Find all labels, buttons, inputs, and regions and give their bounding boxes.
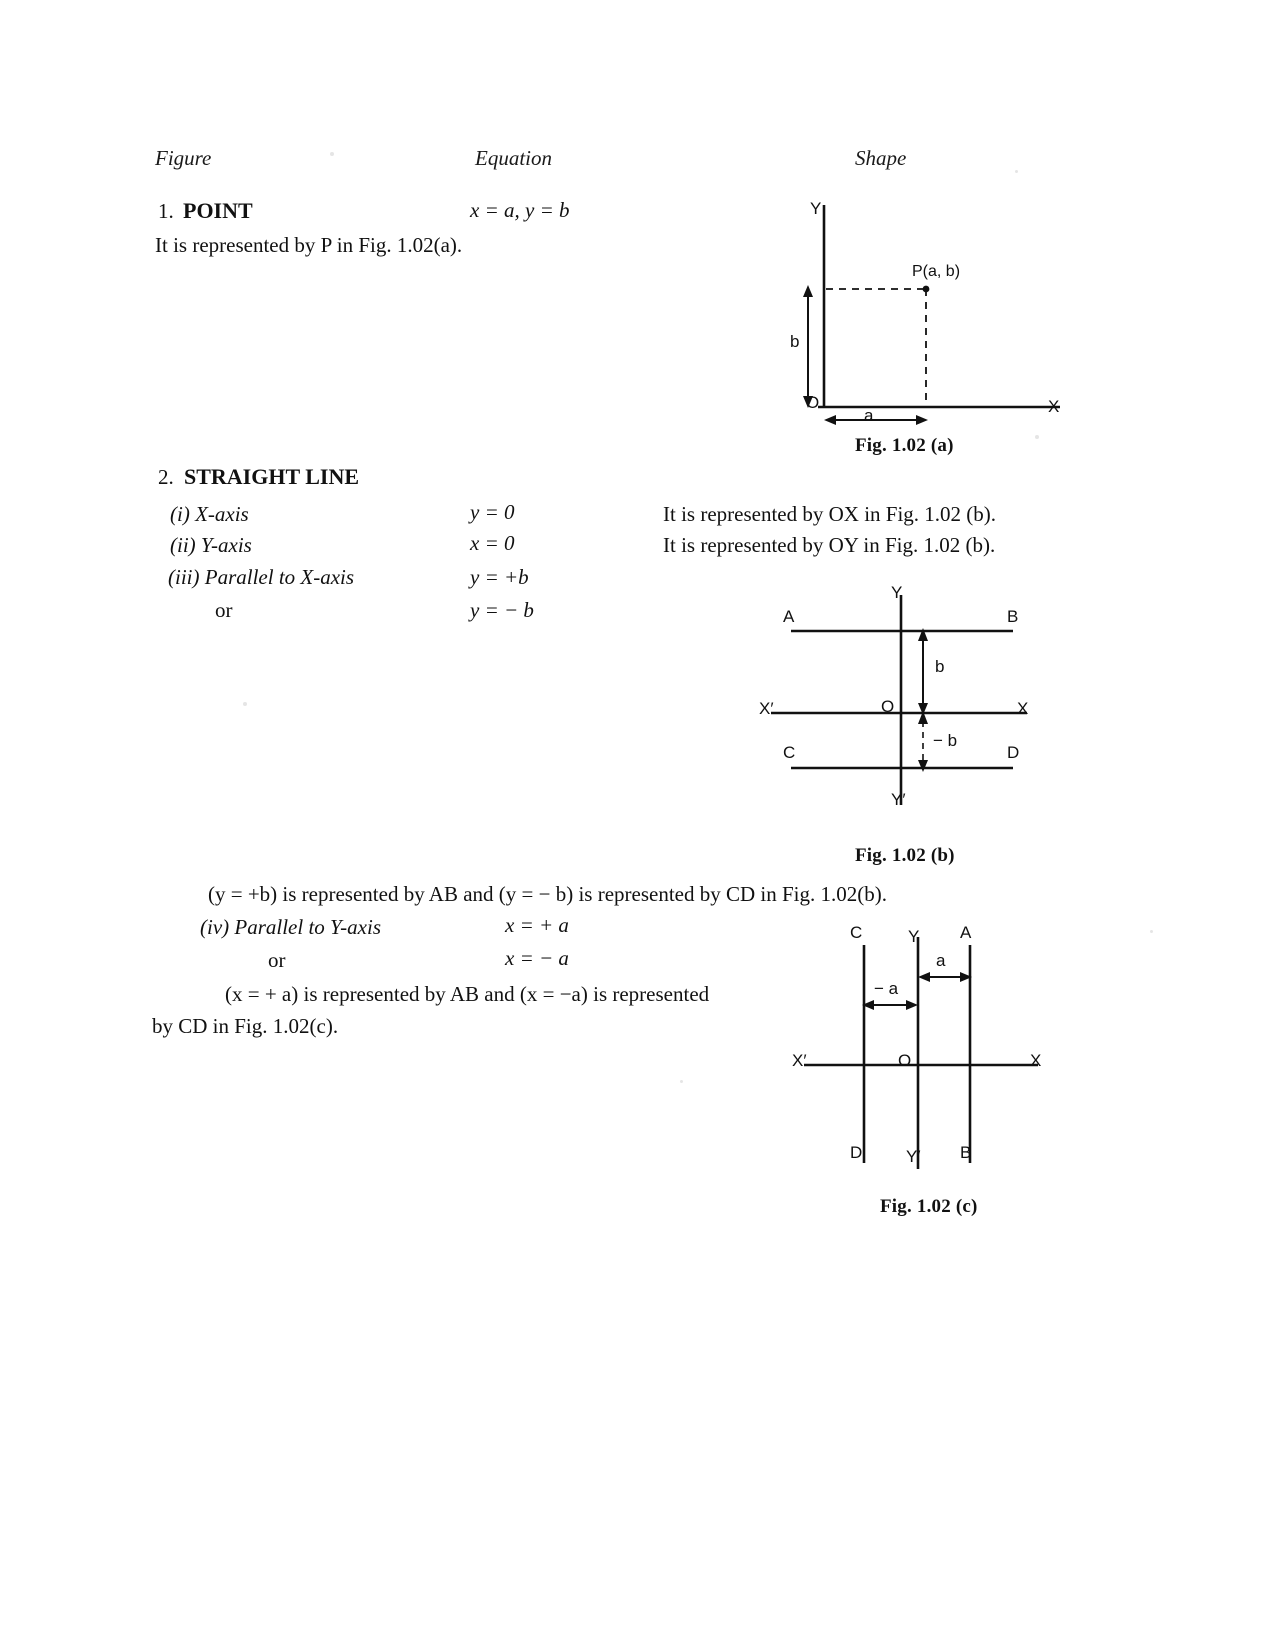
statement-c-line-2: by CD in Fig. 1.02(c). <box>152 1014 339 1038</box>
figure-b-b-label: b <box>935 657 945 676</box>
statement-b: (y = +b) is represented by AB and (y = − b) is represented by CD in Fig. 1.02(b). <box>208 882 888 906</box>
figure-b-point-b-label: B <box>1007 607 1019 626</box>
figure-b-y-label: Y <box>891 583 903 602</box>
section-1-heading <box>158 196 253 226</box>
section-2-row-1-equation: x = 0 <box>470 531 515 555</box>
scan-speck <box>1035 435 1039 439</box>
scan-speck <box>680 1080 683 1083</box>
section-2-row-0-note: It is represented by OX in Fig. 1.02 (b). <box>663 502 997 526</box>
section-1-equation: x = a, y = b <box>470 198 570 222</box>
figure-c-minus-a-label: − a <box>874 979 899 998</box>
section-2-row2-0-equation: x = + a <box>505 913 569 937</box>
section-2-row-0-label: (i) X-axis <box>170 502 249 526</box>
section-2-row2-0-label: (iv) Parallel to Y-axis <box>200 915 381 939</box>
figure-1-02-b-svg <box>755 585 1045 820</box>
figure-b-origin-label: O <box>881 697 895 716</box>
figure-c-x-neg-label: X′ <box>792 1051 807 1070</box>
column-header-shape: Shape <box>855 146 907 170</box>
figure-b-x-label: X <box>1017 699 1029 718</box>
section-1-title: POINT <box>183 198 253 223</box>
figure-1-02-a <box>780 195 1080 425</box>
figure-a-x-label: X <box>1048 397 1060 416</box>
figure-a-origin-label: O <box>806 393 820 412</box>
scan-speck <box>1150 930 1153 933</box>
section-2-row2-1-equation: x = − a <box>505 946 569 970</box>
section-2-row-3-label: or <box>215 598 233 622</box>
figure-c-a-label: a <box>936 951 946 970</box>
column-header-figure: Figure <box>155 146 212 170</box>
section-2-title: STRAIGHT LINE <box>184 464 360 489</box>
section-2-heading <box>158 462 359 492</box>
figure-c-y-label: Y <box>908 927 920 946</box>
figure-a-point-label: P(a, b) <box>912 263 961 280</box>
figure-c-x-label: X <box>1030 1051 1042 1070</box>
section-2-number: 2. <box>158 465 174 489</box>
column-header-equation: Equation <box>475 146 552 170</box>
figure-c-origin-label: O <box>898 1051 912 1070</box>
figure-a-b-label: b <box>790 332 800 351</box>
figure-1-02-a-caption: Fig. 1.02 (a) <box>855 435 954 456</box>
figure-1-02-a-svg <box>780 195 1080 425</box>
section-2-row-3-equation: y = − b <box>470 598 534 622</box>
scan-speck <box>1015 170 1018 173</box>
section-2-row-2-equation: y = +b <box>470 565 529 589</box>
figure-1-02-b <box>755 585 1045 820</box>
section-1-number: 1. <box>158 199 174 223</box>
figure-a-y-label: Y <box>810 199 822 218</box>
figure-b-point-d-label: D <box>1007 743 1020 762</box>
figure-c-y-neg-label: Y′ <box>906 1147 921 1166</box>
figure-b-point-a-label: A <box>783 607 795 626</box>
figure-1-02-c-caption: Fig. 1.02 (c) <box>880 1196 978 1217</box>
figure-1-02-b-caption: Fig. 1.02 (b) <box>855 845 955 866</box>
statement-c-line-1: (x = + a) is represented by AB and (x = −a) is represented <box>225 982 710 1006</box>
figure-c-point-d-label: D <box>850 1143 863 1162</box>
figure-b-x-neg-label: X′ <box>759 699 774 718</box>
scan-speck <box>243 702 247 706</box>
figure-b-minus-b-label: − b <box>933 731 958 750</box>
section-2-row-2-label: (iii) Parallel to X-axis <box>168 565 355 589</box>
figure-b-point-c-label: C <box>783 743 796 762</box>
figure-c-point-b-label: B <box>960 1143 972 1162</box>
figure-c-point-c-label: C <box>850 923 863 942</box>
figure-a-a-label: a <box>864 406 874 425</box>
scan-speck <box>330 152 334 156</box>
section-2-row-0-equation: y = 0 <box>470 500 515 524</box>
section-2-row-1-note: It is represented by OY in Fig. 1.02 (b). <box>663 533 996 557</box>
figure-1-02-c <box>790 925 1060 1185</box>
section-1-note: It is represented by P in Fig. 1.02(a). <box>155 233 463 257</box>
figure-c-point-a-label: A <box>960 923 972 942</box>
figure-1-02-c-svg <box>790 925 1060 1185</box>
section-2-row-1-label: (ii) Y-axis <box>170 533 252 557</box>
section-2-row2-1-label: or <box>268 948 286 972</box>
figure-b-y-neg-label: Y′ <box>891 790 906 809</box>
